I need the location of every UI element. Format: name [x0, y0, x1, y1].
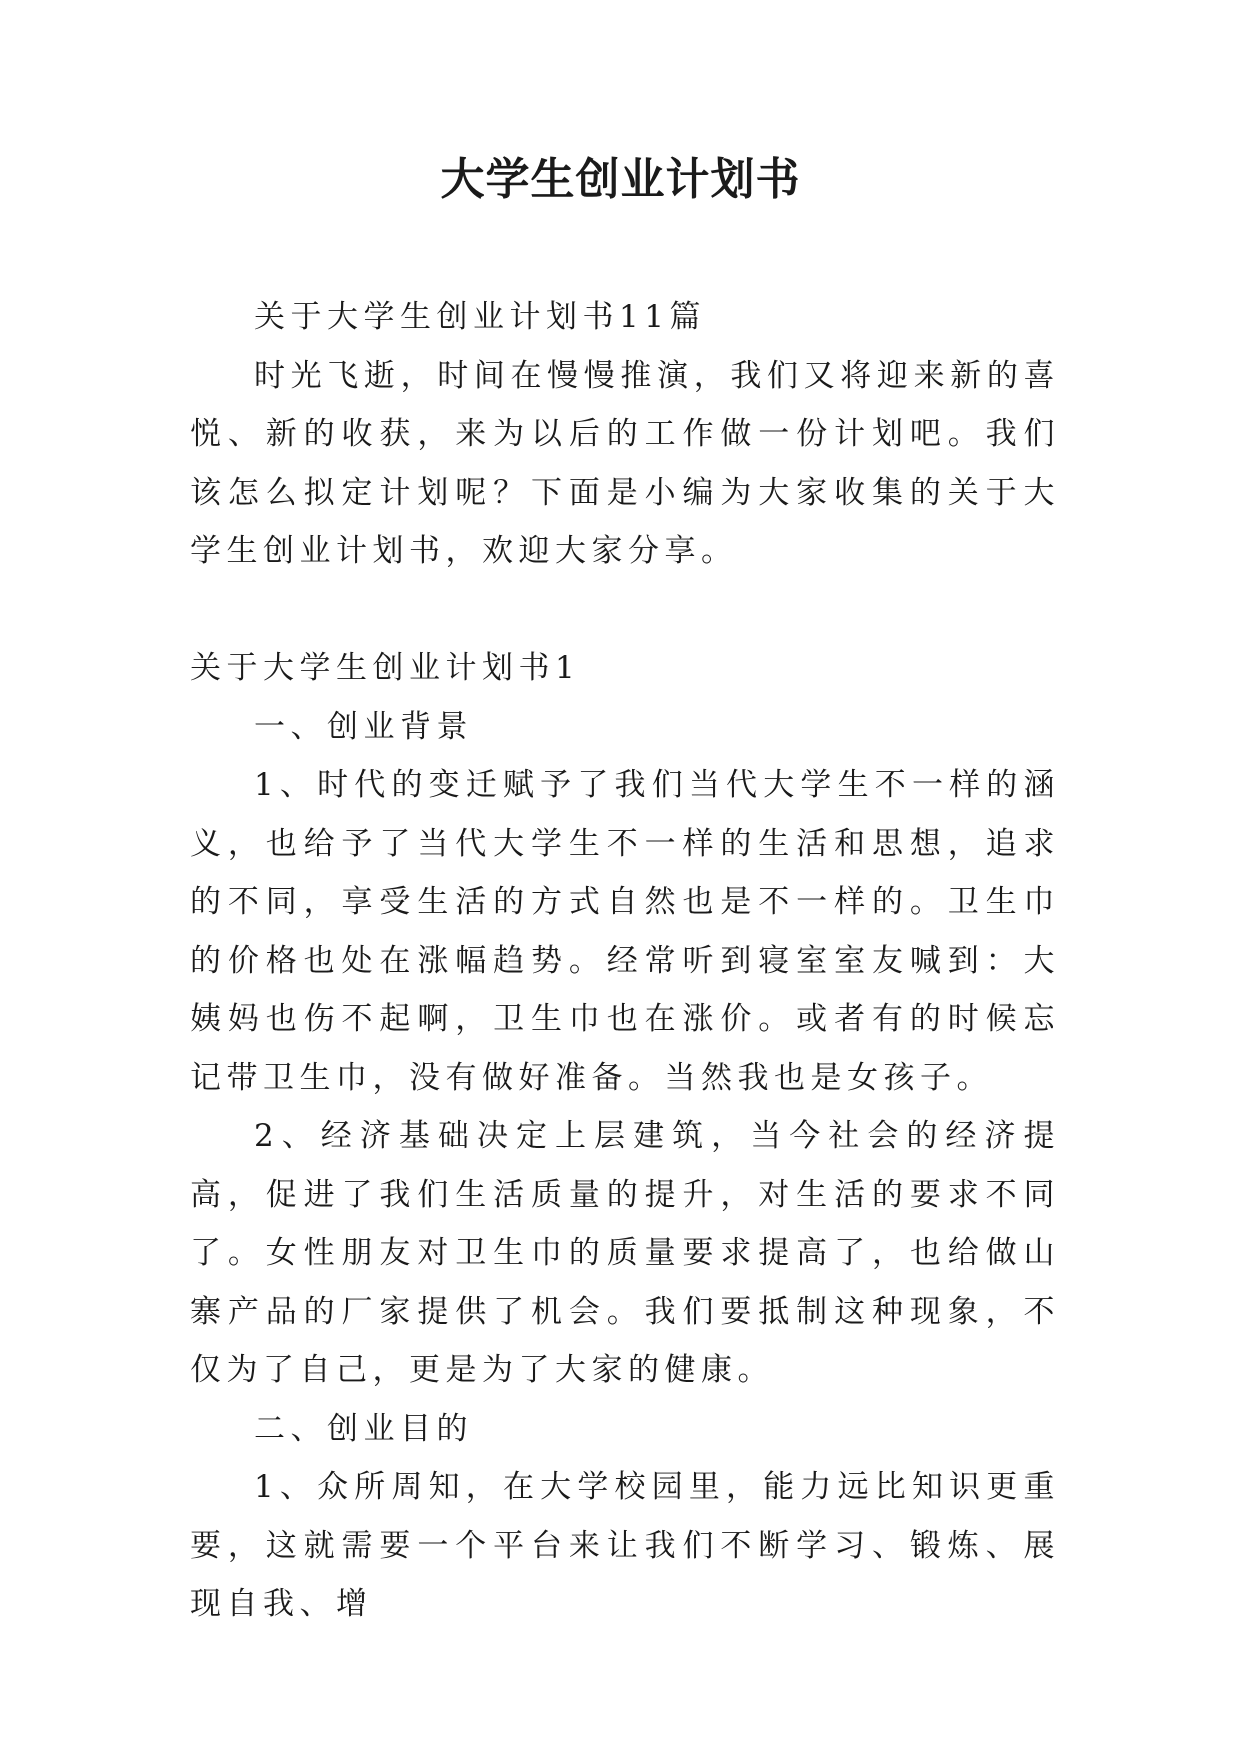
- document-title: 大学生创业计划书: [440, 154, 801, 205]
- section-heading-purpose: 二、创业目的: [254, 1410, 473, 1447]
- purpose-paragraph-1: 1、众所周知，在大学校园里，能力远比知识更重要，这就需要一个平台来让我们不断学习、锻炼、展现自我、增: [190, 1469, 1060, 1622]
- intro-paragraph: 时光飞逝，时间在慢慢推演，我们又将迎来新的喜悦、新的收获，来为以后的工作做一份计划吧。我们该怎么拟定计划呢？下面是小编为大家收集的关于大学生创业计划书，欢迎大家分享。: [190, 357, 1060, 569]
- document-body: [190, 288, 1060, 1634]
- background-paragraph-2: 2、经济基础决定上层建筑，当今社会的经济提高，促进了我们生活质量的提升，对生活的要求不同了。女性朋友对卫生巾的质量要求提高了，也给做山寨产品的厂家提供了机会。我们要抵制这种现象，不仅为了自己，更是为了大家的健康。: [190, 1118, 1060, 1388]
- paragraph-spacer: [190, 581, 1060, 640]
- section-title: 关于大学生创业计划书1: [190, 650, 581, 686]
- document-subtitle: 关于大学生创业计划书11篇: [254, 299, 706, 335]
- section-heading-background: 一、创业背景: [254, 708, 473, 745]
- background-paragraph-1: 1、时代的变迁赋予了我们当代大学生不一样的涵义，也给予了当代大学生不一样的生活和思想，追求的不同，享受生活的方式自然也是不一样的。卫生巾的价格也处在涨幅趋势。经常听到寝室室友喊到：大姨妈也伤不起啊，卫生巾也在涨价。或者有的时候忘记带卫生巾，没有做好准备。当然我也是女孩子。: [190, 767, 1060, 1096]
